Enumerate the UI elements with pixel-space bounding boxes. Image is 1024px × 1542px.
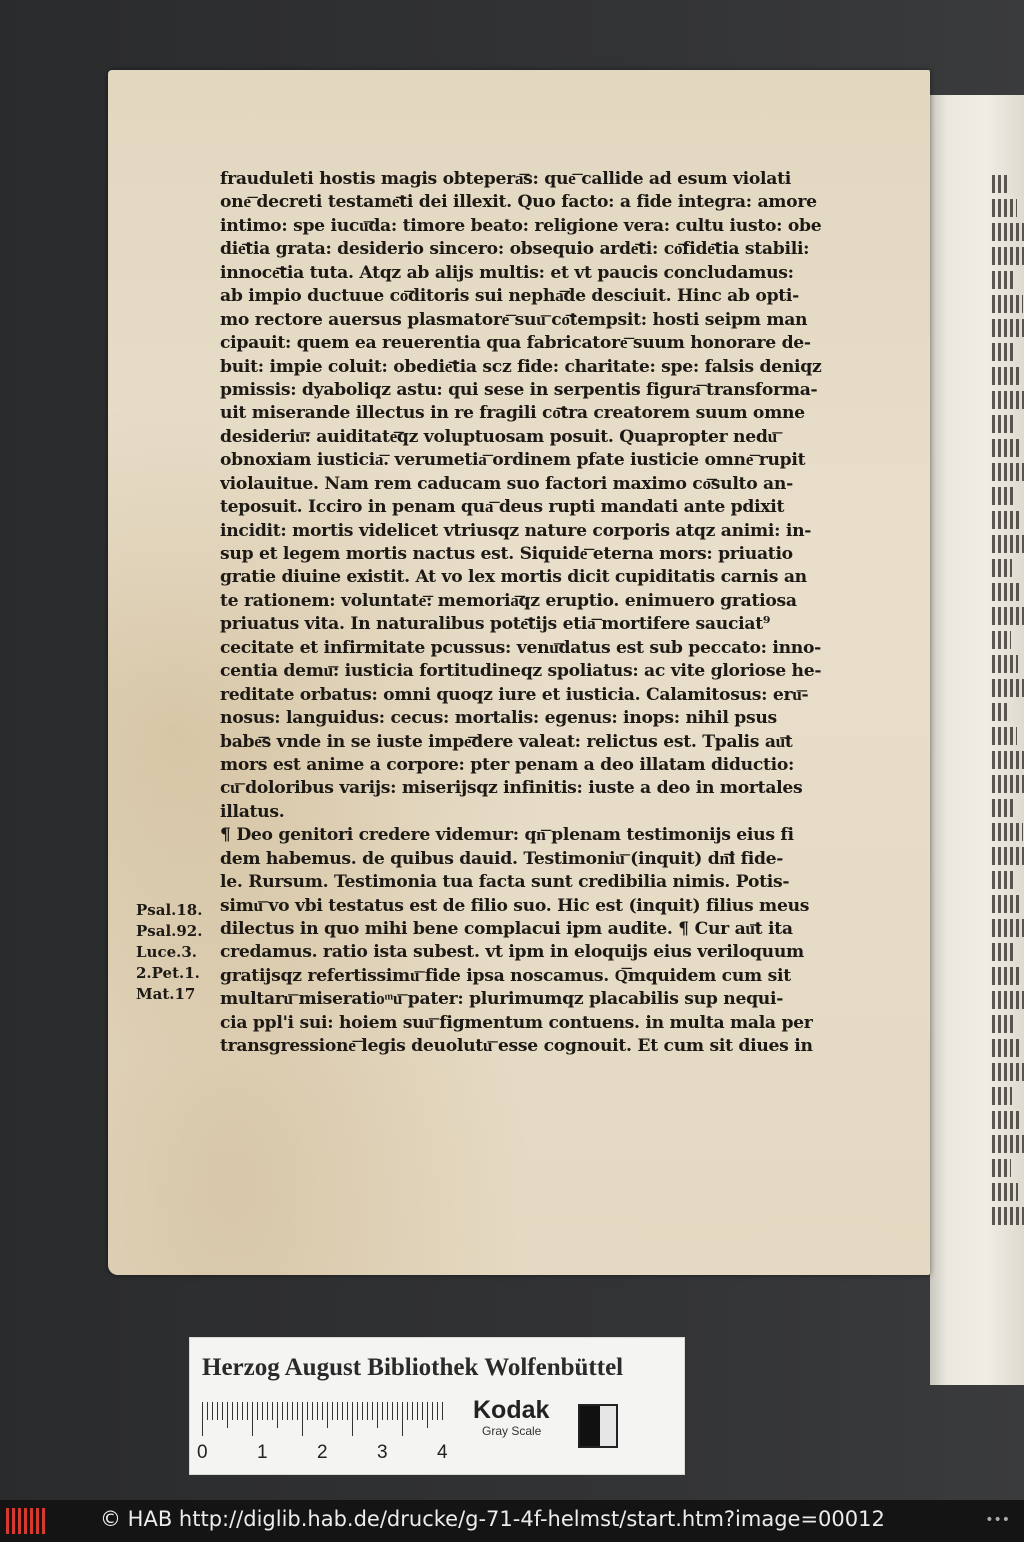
gray-scale-swatch (578, 1404, 618, 1448)
status-bar (0, 1500, 1024, 1542)
adjacent-text-fragment (992, 343, 1015, 361)
ruler-tick (262, 1402, 263, 1420)
text-line: pmissis: dyaboliqz astu: qui sese in serpentis figura͞ transforma- (220, 379, 818, 400)
ruler-tick (272, 1402, 273, 1420)
adjacent-text-fragment (992, 415, 1014, 433)
text-line: uit miserande illectus in re fragili co͞tra creatorem suum omne (220, 403, 805, 424)
adjacent-text-fragment (992, 1159, 1011, 1177)
ruler-tick (317, 1402, 318, 1420)
adjacent-text-fragment (992, 895, 1022, 913)
ruler-tick (257, 1402, 258, 1420)
ruler-label: 0 (197, 1442, 208, 1463)
ruler-tick (377, 1402, 378, 1428)
adjacent-text-fragment (992, 823, 1023, 841)
ruler-tick (362, 1402, 363, 1420)
text-line: cecitate et infirmitate pcussus: venu͞datus est sub peccato: inno- (220, 637, 821, 658)
adjacent-text-fragment (992, 919, 1024, 937)
text-line: sup et legem mortis nactus est. Siquide͞ eterna mors: priuatio (220, 544, 793, 564)
text-line: le. Rursum. Testimonia tua facta sunt credibilia nimis. Potis- (220, 872, 790, 893)
margin-note: Psal.92. (136, 922, 203, 940)
ruler-tick (332, 1402, 333, 1420)
ruler-tick (407, 1402, 408, 1420)
text-line: cu͞ doloribus varijs: miserijsqz infinitis: iuste a deo in mortales (220, 778, 803, 799)
margin-note: 2.Pet.1. (136, 964, 200, 982)
margin-note: Psal.18. (136, 901, 203, 919)
adjacent-text-fragment (992, 1039, 1020, 1057)
ruler-tick (312, 1402, 313, 1420)
text-line: die͞tia grata: desiderio sincero: obsequio arde͞ti: co͞fide͞tia stabili: (220, 239, 810, 260)
text-line: ab impio ductuue co͞ditoris sui nepha͞de desciuit. Hinc ab opti- (220, 286, 799, 307)
ruler-tick (352, 1402, 353, 1436)
adjacent-text-fragment (992, 1063, 1024, 1081)
ruler-label: 3 (377, 1442, 388, 1463)
adjacent-text-fragment (992, 967, 1021, 985)
ruler-tick (342, 1402, 343, 1420)
text-line: mo rectore auersus plasmatore͞ suu͞ co͞tempsit: hosti seipm man (220, 309, 808, 330)
adjacent-text-fragment (992, 487, 1013, 505)
ruler-tick (202, 1402, 203, 1436)
adjacent-text-fragment (992, 199, 1017, 217)
measurement-ruler (197, 1402, 450, 1463)
text-line: one͞ decreti testame͞ti dei illexit. Quo facto: a fide integra: amore (220, 192, 817, 213)
ruler-tick (382, 1402, 383, 1420)
ruler-tick (242, 1402, 243, 1420)
ruler-tick (437, 1402, 438, 1420)
adjacent-text-fragment (992, 535, 1024, 553)
ruler-tick (297, 1402, 298, 1420)
text-line: centia demu͞: iusticia fortitudineqz spoliatus: ac vite gloriose he- (220, 661, 822, 682)
ruler-tick (207, 1402, 208, 1420)
text-line: gratie diuine existit. At vo lex mortis dicit cupiditatis carnis an (220, 567, 807, 588)
more-options-icon[interactable]: ••• (985, 1512, 1010, 1528)
ruler-tick (347, 1402, 348, 1420)
text-line: dilectus in quo mihi bene complacui ipm audite. ¶ Cur au͞t ita (220, 919, 793, 939)
adjacent-text-fragment (992, 1087, 1012, 1105)
text-line: teposuit. Icciro in penam qua͞ deus rupti mandati ante pdixit (220, 497, 785, 518)
adjacent-text-fragment (992, 703, 1010, 721)
text-line: priuatus vita. In naturalibus pote͞tijs etia͞ mortifere sauciat⁹ (220, 614, 771, 635)
text-line: babe͞s vnde in se iuste impe͞dere valeat: relictus est. Tpalis au͞t (220, 731, 793, 752)
ruler-tick (397, 1402, 398, 1420)
adjacent-page-edge (930, 95, 1024, 1385)
adjacent-text-fragment (992, 943, 1014, 961)
adjacent-text-fragment (992, 631, 1011, 649)
adjacent-text-fragment (992, 463, 1024, 481)
text-line: violauitue. Nam rem caducam suo factori maximo co͞sulto an- (220, 473, 793, 494)
text-line: gratijsqz refertissimu͞ fide ipsa noscamus. Q͞mquidem cum sit (220, 965, 791, 986)
page-text-block (220, 168, 860, 1059)
adjacent-text-fragment (992, 367, 1022, 385)
margin-note: Luce.3. (136, 943, 198, 961)
text-line: dem habemus. de quibus dauid. Testimoniu͞ (inquit) dn͞i fide- (220, 848, 784, 869)
ruler-tick (212, 1402, 213, 1420)
ruler-label: 4 (437, 1442, 448, 1463)
ruler-label: 2 (317, 1442, 328, 1463)
ruler-tick (412, 1402, 413, 1420)
adjacent-text-fragment (992, 511, 1020, 529)
ruler-tick (302, 1402, 303, 1436)
ruler-tick (367, 1402, 368, 1420)
text-line: desideriu͞: auiditate͞qz voluptuosam posuit. Quapropter nedu͞ (220, 426, 777, 447)
adjacent-text-fragment (992, 799, 1016, 817)
text-line: reditate orbatus: omni quoqz iure et iusticia. Calamitosus: eru͞- (220, 684, 809, 705)
hab-logo-icon[interactable] (6, 1508, 48, 1534)
adjacent-text-fragment (992, 247, 1024, 265)
adjacent-text-fragment (992, 1135, 1024, 1153)
ruler-tick (392, 1402, 393, 1420)
color-calibration-card (189, 1337, 685, 1475)
ruler-tick (427, 1402, 428, 1428)
adjacent-text-fragment (992, 271, 1016, 289)
citation-url[interactable]: © HAB http://diglib.hab.de/drucke/g-71-4f-helmst/start.htm?image=00012 (100, 1507, 885, 1531)
adjacent-text-fragment (992, 679, 1024, 697)
text-line: credamus. ratio ista subest. vt ipm in eloquijs eius veriloquum (220, 942, 804, 963)
ruler-tick (422, 1402, 423, 1420)
ruler-tick (217, 1402, 218, 1420)
adjacent-text-fragment (992, 439, 1021, 457)
ruler-tick (322, 1402, 323, 1420)
margin-notes (136, 900, 222, 1005)
adjacent-text-fragment (992, 607, 1024, 625)
ruler-tick (417, 1402, 418, 1420)
adjacent-text-fragment (992, 583, 1019, 601)
adjacent-text-fragment (992, 223, 1024, 241)
ruler-tick (387, 1402, 388, 1420)
text-line: simu͞ vo vbi testatus est de filio suo. Hic est (inquit) filius meus (220, 895, 810, 916)
adjacent-text-fragment (992, 559, 1012, 577)
ruler-tick (277, 1402, 278, 1428)
adjacent-text-fragment (992, 391, 1024, 409)
ruler-tick (442, 1402, 443, 1420)
ruler-tick (232, 1402, 233, 1420)
adjacent-text-fragment (992, 871, 1015, 889)
adjacent-text-fragment (992, 1111, 1019, 1129)
adjacent-text-fragment (992, 775, 1024, 793)
adjacent-text-fragment (992, 991, 1024, 1009)
text-line: illatus. (220, 801, 285, 822)
text-line: cipauit: quem ea reuerentia qua fabricatore͞ suum honorare de- (220, 333, 811, 354)
text-line: innoce͞tia tuta. Atqz ab alijs multis: et vt paucis concludamus: (220, 262, 794, 283)
adjacent-text-fragment (992, 655, 1018, 673)
ruler-tick (337, 1402, 338, 1420)
text-line: incidit: mortis videlicet vtriusqz nature corporis atqz animi: in- (220, 520, 812, 541)
adjacent-text-fragment (992, 1015, 1013, 1033)
adjacent-text-fragment (992, 1207, 1024, 1225)
text-line: intimo: spe iucu͞da: timore beato: religione vera: cultu iusto: obe (220, 215, 822, 236)
ruler-label: 1 (257, 1442, 268, 1463)
margin-note: Mat.17 (136, 985, 196, 1003)
text-line: cia ppl'i sui: hoiem suu͞ figmentum contuens. in multa mala per (220, 1012, 813, 1033)
library-name: Herzog August Bibliothek Wolfenbüttel (202, 1354, 624, 1381)
ruler-tick (282, 1402, 283, 1420)
ruler-tick (357, 1402, 358, 1420)
text-line: multaru͞ miseratioͫu͞ pater: plurimumqz placabilis sup nequi- (220, 989, 784, 1010)
ruler-tick (307, 1402, 308, 1420)
book-page (108, 70, 930, 1275)
adjacent-text-fragment (992, 751, 1024, 769)
ruler-tick (227, 1402, 228, 1428)
kodak-logo: Kodak (473, 1396, 550, 1424)
text-line: frauduleti hostis magis obtepera͞s: que͞ callide ad esum violati (220, 169, 791, 189)
gray-scale-label: Gray Scale (482, 1424, 542, 1438)
adjacent-text-fragment (992, 1183, 1018, 1201)
ruler-tick (292, 1402, 293, 1420)
ruler-tick (432, 1402, 433, 1420)
text-line: transgressione͞ legis deuolutu͞ esse cognouit. Et cum sit diues in (220, 1036, 813, 1057)
text-line: buit: impie coluit: obedie͞tia scz fide: charitate: spe: falsis deniqz (220, 356, 822, 377)
text-line: ¶ Deo genitori credere videmur: qn͞ plenam testimonijs eius fi (220, 825, 794, 846)
text-line: obnoxiam iusticia͞. verumetia͞ ordinem pfate iusticie omne͞ rupit (220, 450, 806, 471)
text-line: mors est anime a corpore: pter penam a deo illatam diductio: (220, 754, 795, 775)
ruler-tick (267, 1402, 268, 1420)
ruler-tick (327, 1402, 328, 1428)
text-line: te rationem: voluntate͞: memoria͞qz eruptio. enimuero gratiosa (220, 590, 797, 611)
ruler-tick (237, 1402, 238, 1420)
ruler-tick (247, 1402, 248, 1420)
ruler-tick (287, 1402, 288, 1420)
adjacent-text-fragment (992, 727, 1017, 745)
text-line: nosus: languidus: cecus: mortalis: egenus: inops: nihil psus (220, 708, 777, 729)
ruler-tick (222, 1402, 223, 1420)
adjacent-text-fragment (992, 175, 1010, 193)
ruler-tick (252, 1402, 253, 1436)
ruler-tick (402, 1402, 403, 1436)
ruler-tick (372, 1402, 373, 1420)
adjacent-text-fragment (992, 319, 1024, 337)
adjacent-text-fragment (992, 847, 1024, 865)
adjacent-text-fragment (992, 295, 1023, 313)
